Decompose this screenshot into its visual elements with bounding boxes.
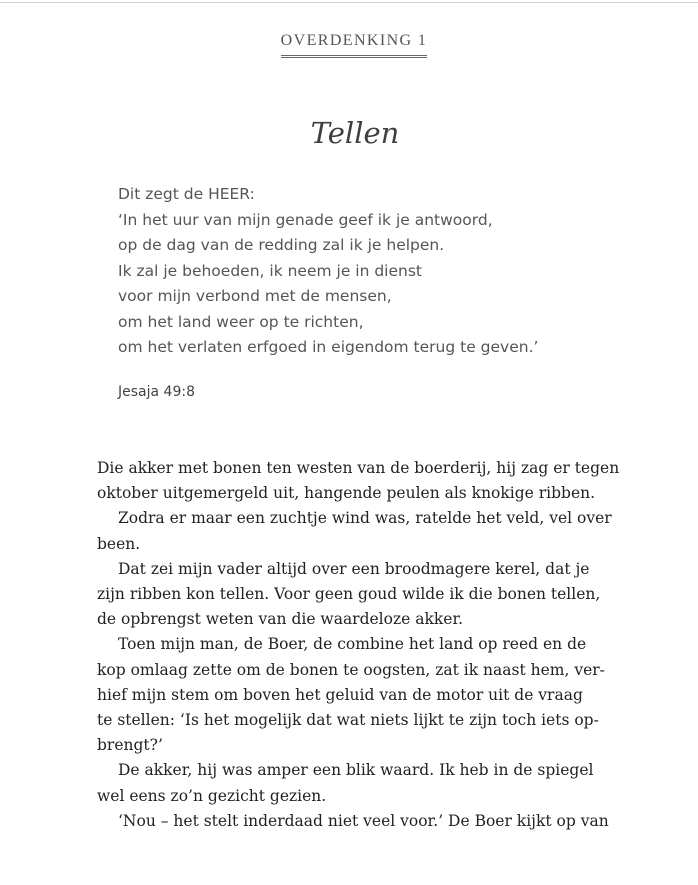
top-rule bbox=[0, 2, 698, 3]
body-line: zijn ribben kon tellen. Voor geen goud wilde ik die bonen tellen, bbox=[97, 585, 601, 604]
body-line: te stellen: ‘Is het mogelijk dat wat niets lijkt te zijn toch iets op- bbox=[97, 711, 599, 730]
body-line: oktober uitgemergeld uit, hangende peulen als knokige ribben. bbox=[97, 484, 596, 503]
verse-line: om het verlaten erfgoed in eigendom terug te geven.’ bbox=[118, 338, 539, 356]
body-line: Zodra er maar een zuchtje wind was, ratelde het veld, vel over bbox=[118, 509, 612, 528]
body-line: Dat zei mijn vader altijd over een broodmagere kerel, dat je bbox=[118, 559, 590, 578]
page-title: Tellen bbox=[310, 116, 400, 150]
body-line: Die akker met bonen ten westen van de boerderij, hij zag er tegen bbox=[97, 459, 620, 477]
verse-line: Ik zal je behoeden, ik neem je in dienst bbox=[118, 261, 422, 280]
body-line: wel eens zo’n gezicht gezien. bbox=[97, 786, 327, 805]
body-line: ‘Nou – het stelt inderdaad niet veel voor.’ De Boer kijkt op van bbox=[118, 811, 609, 830]
body-line: de opbrengst weten van die waardeloze akker. bbox=[97, 610, 464, 629]
body-line: Toen mijn man, de Boer, de combine het land op reed en de bbox=[118, 635, 587, 654]
chapter-label-text: OVERDENKING 1 bbox=[281, 32, 428, 58]
verse-line: om het land weer op te richten, bbox=[118, 312, 364, 331]
body-line: De akker, hij was amper een blik waard. Ik heb in de spiegel bbox=[118, 761, 594, 780]
verse-line: ‘In het uur van mijn genade geef ik je antwoord, bbox=[118, 210, 493, 229]
verse-line: voor mijn verbond met de mensen, bbox=[118, 287, 392, 305]
chapter-label bbox=[0, 32, 698, 58]
bible-verse bbox=[118, 182, 638, 361]
body-line: brengt?’ bbox=[97, 736, 163, 755]
body-line: been. bbox=[97, 534, 141, 553]
verse-line: Dit zegt de HEER: bbox=[118, 185, 255, 203]
body-text bbox=[97, 456, 620, 834]
verse-reference: Jesaja 49:8 bbox=[118, 384, 195, 400]
verse-line: op de dag van de redding zal ik je helpen. bbox=[118, 236, 445, 254]
body-line: hief mijn stem om boven het geluid van de motor uit de vraag bbox=[97, 685, 583, 704]
body-line: kop omlaag zette om de bonen te oogsten, zat ik naast hem, ver- bbox=[97, 660, 605, 679]
